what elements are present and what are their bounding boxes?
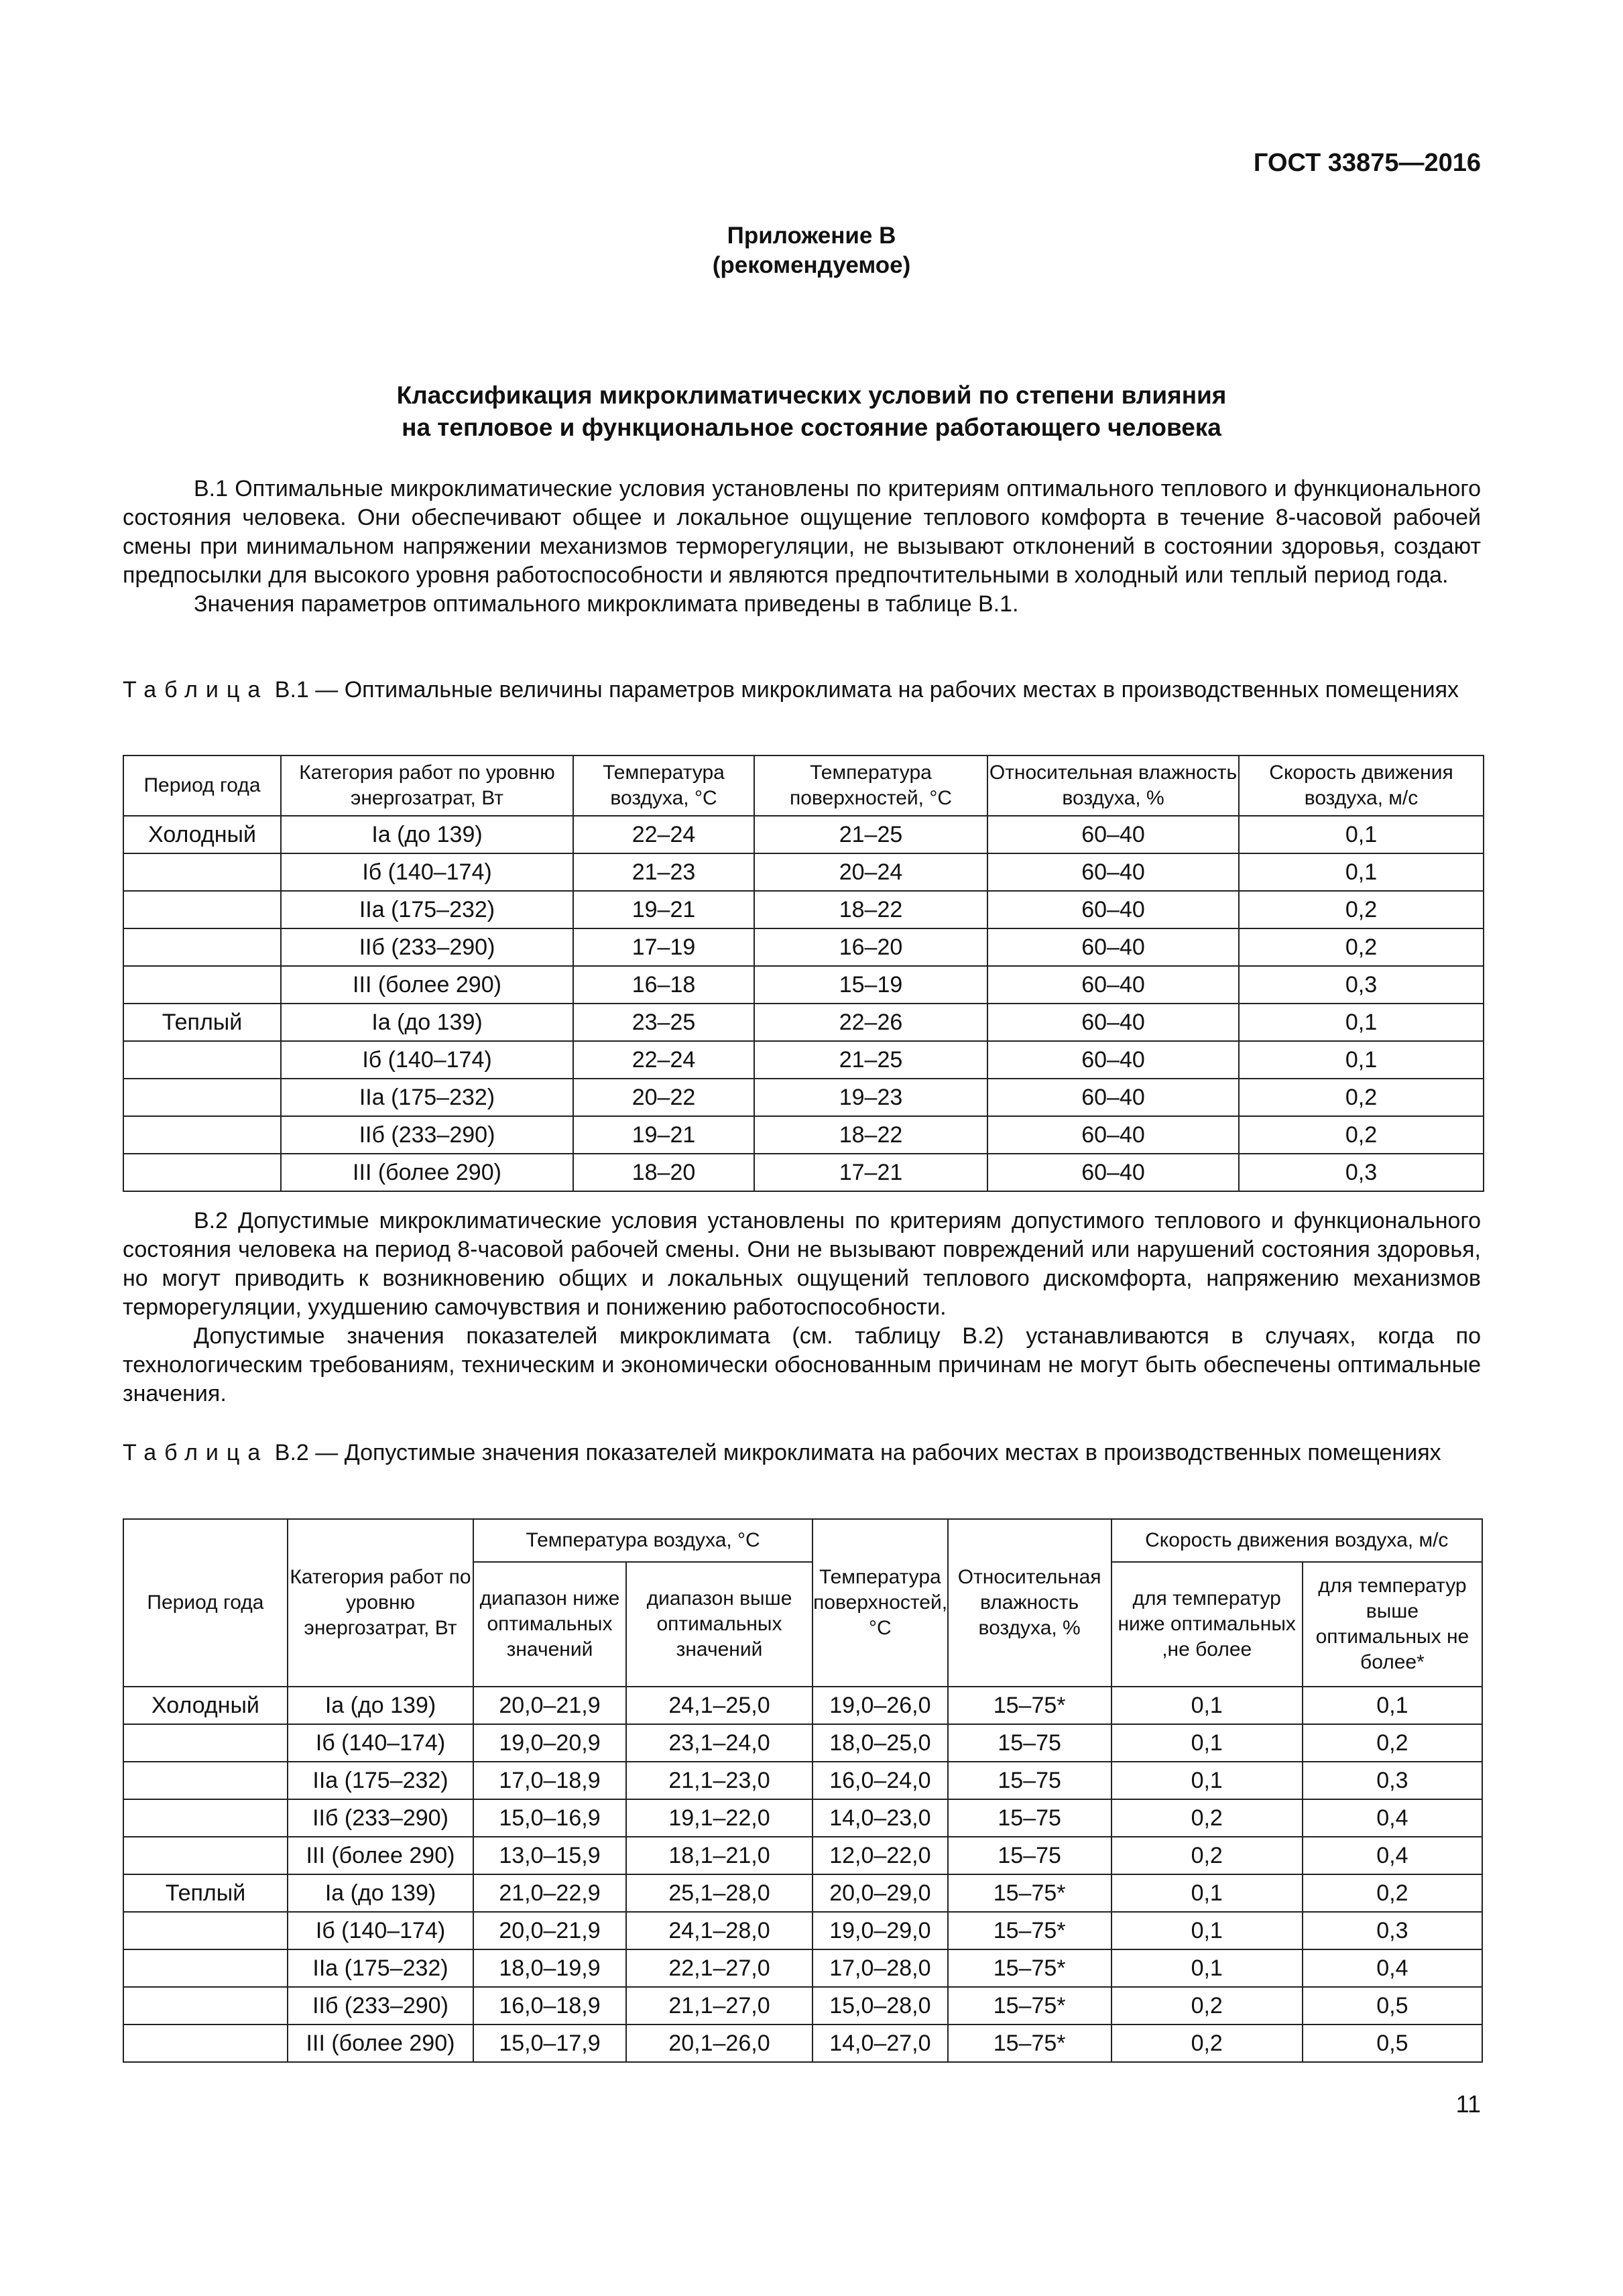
table-cell: 0,2: [1303, 1874, 1482, 1912]
table-cell: 60–40: [987, 966, 1239, 1004]
table-2: [123, 1518, 1483, 2063]
table-cell: Iб (140–174): [281, 1041, 573, 1079]
table-cell: 0,1: [1111, 1724, 1303, 1762]
table-cell: Iб (140–174): [288, 1912, 473, 1949]
table-cell: 60–40: [987, 1154, 1239, 1191]
section-1-text: [123, 475, 1481, 619]
table-1-caption-text: В.1 — Оптимальные величины параметров микроклимата на рабочих местах в производственных помещениях: [274, 677, 1459, 703]
table-cell: 0,1: [1111, 1949, 1303, 1987]
section-title-line-1: Классификация микроклиматических условий по степени влияния: [396, 381, 1227, 409]
table-cell: 60–40: [987, 1041, 1239, 1079]
table-cell: 15,0–28,0: [813, 1987, 948, 2025]
table-2-header-speed-above: для температур выше оптимальных не более*: [1303, 1562, 1482, 1687]
table-cell: 15–75: [948, 1762, 1111, 1799]
table-1-header-row: [123, 756, 1484, 816]
table-cell: 0,2: [1239, 891, 1484, 928]
table-row: [123, 1154, 1484, 1191]
table-cell: Iа (до 139): [288, 1874, 473, 1912]
table-cell: III (более 290): [288, 1837, 473, 1874]
table-cell: 22,1–27,0: [626, 1949, 813, 1987]
table-cell: [123, 1079, 281, 1116]
table-row: [123, 816, 1484, 853]
table-cell: 60–40: [987, 891, 1239, 928]
table-2-header-category: Категория работ по уровню энергозатрат, Вт: [288, 1519, 473, 1687]
table-cell: 24,1–25,0: [626, 1687, 813, 1724]
table-cell: 0,1: [1111, 1762, 1303, 1799]
table-cell: 19,1–22,0: [626, 1799, 813, 1837]
table-row: [123, 1004, 1484, 1041]
table-cell: 21,1–27,0: [626, 1987, 813, 2025]
table-cell: 0,2: [1239, 1116, 1484, 1154]
table-cell: 16,0–24,0: [813, 1762, 948, 1799]
table-1-header-cell: Категория работ по уровню энергозатрат, Вт: [281, 756, 573, 816]
table-cell: 17,0–28,0: [813, 1949, 948, 1987]
table-1-caption: [123, 676, 1481, 705]
table-cell: 0,2: [1111, 2025, 1303, 2062]
table-row: [123, 1079, 1484, 1116]
table-cell: 15–19: [754, 966, 987, 1004]
table-cell: 24,1–28,0: [626, 1912, 813, 1949]
table-cell: 21–23: [573, 853, 754, 891]
table-cell: [123, 1987, 288, 2025]
table-2-caption-text: В.2 — Допустимые значения показателей микроклимата на рабочих местах в производственных помещениях: [274, 1440, 1441, 1465]
table-cell: III (более 290): [281, 966, 573, 1004]
table-cell: IIб (233–290): [281, 1116, 573, 1154]
table-row: [123, 1949, 1482, 1987]
table-cell: IIа (175–232): [281, 1079, 573, 1116]
table-cell: III (более 290): [281, 1154, 573, 1191]
table-cell: IIб (233–290): [281, 928, 573, 966]
table-cell: IIа (175–232): [281, 891, 573, 928]
table-cell: 0,1: [1111, 1912, 1303, 1949]
table-cell: 19–23: [754, 1079, 987, 1116]
table-cell: [123, 1762, 288, 1799]
table-cell: 20,0–21,9: [473, 1912, 626, 1949]
table-cell: 0,1: [1111, 1687, 1303, 1724]
table-cell: 20,0–29,0: [813, 1874, 948, 1912]
table-cell: [123, 891, 281, 928]
table-cell: [123, 1116, 281, 1154]
table-cell: [123, 1912, 288, 1949]
table-cell: 0,4: [1303, 1949, 1482, 1987]
table-cell: 15–75*: [948, 1874, 1111, 1912]
table-cell: 0,1: [1239, 1004, 1484, 1041]
table-cell: 0,1: [1239, 816, 1484, 853]
table-cell: 17–19: [573, 928, 754, 966]
table-1-label: Таблица: [123, 677, 269, 703]
table-row: [123, 1799, 1482, 1837]
table-cell: 0,5: [1303, 2025, 1482, 2062]
table-cell: 0,2: [1239, 1079, 1484, 1116]
table-cell: 19,0–20,9: [473, 1724, 626, 1762]
table-cell: 0,2: [1111, 1799, 1303, 1837]
table-cell: [123, 1837, 288, 1874]
table-row: [123, 1837, 1482, 1874]
table-cell: Iб (140–174): [288, 1724, 473, 1762]
table-cell: 0,3: [1239, 1154, 1484, 1191]
table-cell: 18,0–25,0: [813, 1724, 948, 1762]
table-1-header-cell: Скорость движения воздуха, м/с: [1239, 756, 1484, 816]
table-cell: [123, 853, 281, 891]
table-cell: 60–40: [987, 928, 1239, 966]
table-cell: 18–20: [573, 1154, 754, 1191]
table-cell: 22–26: [754, 1004, 987, 1041]
table-cell: 0,5: [1303, 1987, 1482, 2025]
table-cell: 20–24: [754, 853, 987, 891]
table-cell: 20,0–21,9: [473, 1687, 626, 1724]
table-1-header-cell: Температура поверхностей, °С: [754, 756, 987, 816]
table-cell: 19–21: [573, 891, 754, 928]
table-cell: [123, 1799, 288, 1837]
table-cell: Холодный: [123, 1687, 288, 1724]
appendix-status: (рекомендуемое): [712, 252, 911, 278]
table-cell: 19–21: [573, 1116, 754, 1154]
paragraph-b2-cases: Допустимые значения показателей микроклимата (см. таблицу В.2) устанавливаются в случаях, когда по технологическим требованиям, техническим и экономически обоснованным причинам не могут быть обеспечены оптимальные значения.: [123, 1323, 1481, 1406]
table-cell: [123, 1724, 288, 1762]
table-cell: IIб (233–290): [288, 1987, 473, 2025]
table-cell: 15–75*: [948, 1687, 1111, 1724]
table-cell: 60–40: [987, 853, 1239, 891]
table-2-header-air-speed: Скорость движения воздуха, м/с: [1111, 1519, 1482, 1562]
table-row: [123, 853, 1484, 891]
table-cell: 16–18: [573, 966, 754, 1004]
table-2-header-period: Период года: [123, 1519, 288, 1687]
paragraph-b1-ref: Значения параметров оптимального микроклимата приведены в таблице В.1.: [194, 591, 1019, 617]
table-cell: IIа (175–232): [288, 1762, 473, 1799]
table-cell: 0,2: [1239, 928, 1484, 966]
table-row: [123, 1687, 1482, 1724]
table-cell: IIа (175–232): [288, 1949, 473, 1987]
table-cell: 15–75: [948, 1799, 1111, 1837]
table-cell: 14,0–27,0: [813, 2025, 948, 2062]
table-cell: 60–40: [987, 1004, 1239, 1041]
table-cell: [123, 1041, 281, 1079]
table-1: [123, 755, 1484, 1192]
table-row: [123, 1987, 1482, 2025]
table-cell: 14,0–23,0: [813, 1799, 948, 1837]
table-cell: 0,2: [1111, 1837, 1303, 1874]
table-2-header-air-temp: Температура воздуха, °С: [473, 1519, 813, 1562]
table-cell: 18–22: [754, 1116, 987, 1154]
table-cell: 0,4: [1303, 1799, 1482, 1837]
table-cell: 0,4: [1303, 1837, 1482, 1874]
table-cell: 16–20: [754, 928, 987, 966]
section-2-text: [123, 1207, 1481, 1408]
table-cell: 15–75*: [948, 1949, 1111, 1987]
table-cell: III (более 290): [288, 2025, 473, 2062]
table-cell: 21,1–23,0: [626, 1762, 813, 1799]
table-cell: 23,1–24,0: [626, 1724, 813, 1762]
table-2-label: Таблица: [123, 1440, 269, 1465]
table-cell: 20,1–26,0: [626, 2025, 813, 2062]
table-cell: 15,0–17,9: [473, 2025, 626, 2062]
table-1-header-cell: Температура воздуха, °С: [573, 756, 754, 816]
table-cell: 22–24: [573, 1041, 754, 1079]
table-cell: 0,3: [1303, 1912, 1482, 1949]
table-cell: 21,0–22,9: [473, 1874, 626, 1912]
table-cell: 18–22: [754, 891, 987, 928]
table-cell: Iа (до 139): [281, 816, 573, 853]
table-cell: 20–22: [573, 1079, 754, 1116]
table-2-header-speed-below: для температур ниже оптимальных ,не более: [1111, 1562, 1303, 1687]
table-cell: [123, 1154, 281, 1191]
table-cell: [123, 1949, 288, 1987]
table-cell: Теплый: [123, 1874, 288, 1912]
table-cell: 15–75*: [948, 1987, 1111, 2025]
table-row: [123, 1874, 1482, 1912]
table-1-header-cell: Относительная влажность воздуха, %: [987, 756, 1239, 816]
table-cell: 0,1: [1239, 1041, 1484, 1079]
table-cell: 19,0–29,0: [813, 1912, 948, 1949]
table-row: [123, 1724, 1482, 1762]
appendix-heading: [0, 221, 1623, 280]
table-cell: 15,0–16,9: [473, 1799, 626, 1837]
table-cell: Iа (до 139): [281, 1004, 573, 1041]
table-row: [123, 928, 1484, 966]
page-number: 11: [1455, 2090, 1481, 2118]
table-cell: [123, 928, 281, 966]
document-code: ГОСТ 33875—2016: [1253, 149, 1481, 177]
table-cell: 23–25: [573, 1004, 754, 1041]
table-cell: 0,3: [1303, 1762, 1482, 1799]
table-cell: 21–25: [754, 816, 987, 853]
table-1-header-cell: Период года: [123, 756, 281, 816]
table-cell: 18,0–19,9: [473, 1949, 626, 1987]
table-cell: 18,1–21,0: [626, 1837, 813, 1874]
table-row: [123, 891, 1484, 928]
table-cell: Теплый: [123, 1004, 281, 1041]
table-2-header-surface-temp: Температура поверхностей, °С: [813, 1519, 948, 1687]
table-2-header-row: [123, 1519, 1482, 1562]
table-cell: 60–40: [987, 1079, 1239, 1116]
table-cell: [123, 966, 281, 1004]
table-cell: 15–75*: [948, 2025, 1111, 2062]
table-2-body: [123, 1687, 1482, 2062]
table-cell: 0,2: [1303, 1724, 1482, 1762]
table-cell: 0,2: [1111, 1987, 1303, 2025]
table-cell: 19,0–26,0: [813, 1687, 948, 1724]
table-cell: 13,0–15,9: [473, 1837, 626, 1874]
table-row: [123, 1762, 1482, 1799]
table-2-header-air-temp-below: диапазон ниже оптимальных значений: [473, 1562, 626, 1687]
table-cell: 12,0–22,0: [813, 1837, 948, 1874]
table-cell: Холодный: [123, 816, 281, 853]
table-cell: 0,1: [1303, 1687, 1482, 1724]
table-cell: 25,1–28,0: [626, 1874, 813, 1912]
table-2-caption: [123, 1439, 1481, 1467]
table-row: [123, 966, 1484, 1004]
table-row: [123, 2025, 1482, 2062]
table-row: [123, 1912, 1482, 1949]
appendix-title: Приложение В: [727, 223, 896, 249]
table-cell: 0,1: [1239, 853, 1484, 891]
table-cell: Iа (до 139): [288, 1687, 473, 1724]
table-cell: IIб (233–290): [288, 1799, 473, 1837]
table-cell: 22–24: [573, 816, 754, 853]
table-cell: 60–40: [987, 1116, 1239, 1154]
table-cell: 15–75*: [948, 1912, 1111, 1949]
table-cell: 60–40: [987, 816, 1239, 853]
table-2-header-humidity: Относительная влажность воздуха, %: [948, 1519, 1111, 1687]
table-cell: [123, 2025, 288, 2062]
table-cell: 15–75: [948, 1837, 1111, 1874]
table-row: [123, 1116, 1484, 1154]
section-title: [0, 379, 1623, 444]
table-row: [123, 1041, 1484, 1079]
table-cell: 17,0–18,9: [473, 1762, 626, 1799]
paragraph-b2: В.2 Допустимые микроклиматические условия установлены по критериям допустимого теплового и функционального состояния человека на период 8-часовой рабочей смены. Они не вызывают повреждений или нарушений состояния здоровья, но могут приводить к возникновению общих и локальных ощущений теплового дискомфорта, напряжению механизмов терморегуляции, ухудшению самочувствия и понижению работоспособности.: [123, 1208, 1481, 1320]
table-cell: 16,0–18,9: [473, 1987, 626, 2025]
table-cell: 21–25: [754, 1041, 987, 1079]
table-cell: Iб (140–174): [281, 853, 573, 891]
paragraph-b1: В.1 Оптимальные микроклиматические условия установлены по критериям оптимального теплового и функционального состояния человека. Они обеспечивают общее и локальное ощущение теплового комфорта в течение 8-часовой рабочей смены при минимальном напряжении механизмов терморегуляции, не вызывают отклонений в состоянии здоровья, создают предпосылки для высокого уровня работоспособности и являются предпочтительными в холодный или теплый период года.: [123, 476, 1481, 588]
table-cell: 0,3: [1239, 966, 1484, 1004]
table-cell: 0,1: [1111, 1874, 1303, 1912]
table-cell: 15–75: [948, 1724, 1111, 1762]
table-1-body: [123, 816, 1484, 1191]
table-cell: 17–21: [754, 1154, 987, 1191]
section-title-line-2: на тепловое и функциональное состояние работающего человека: [402, 414, 1221, 441]
table-2-header-air-temp-above: диапазон выше оптимальных значений: [626, 1562, 813, 1687]
